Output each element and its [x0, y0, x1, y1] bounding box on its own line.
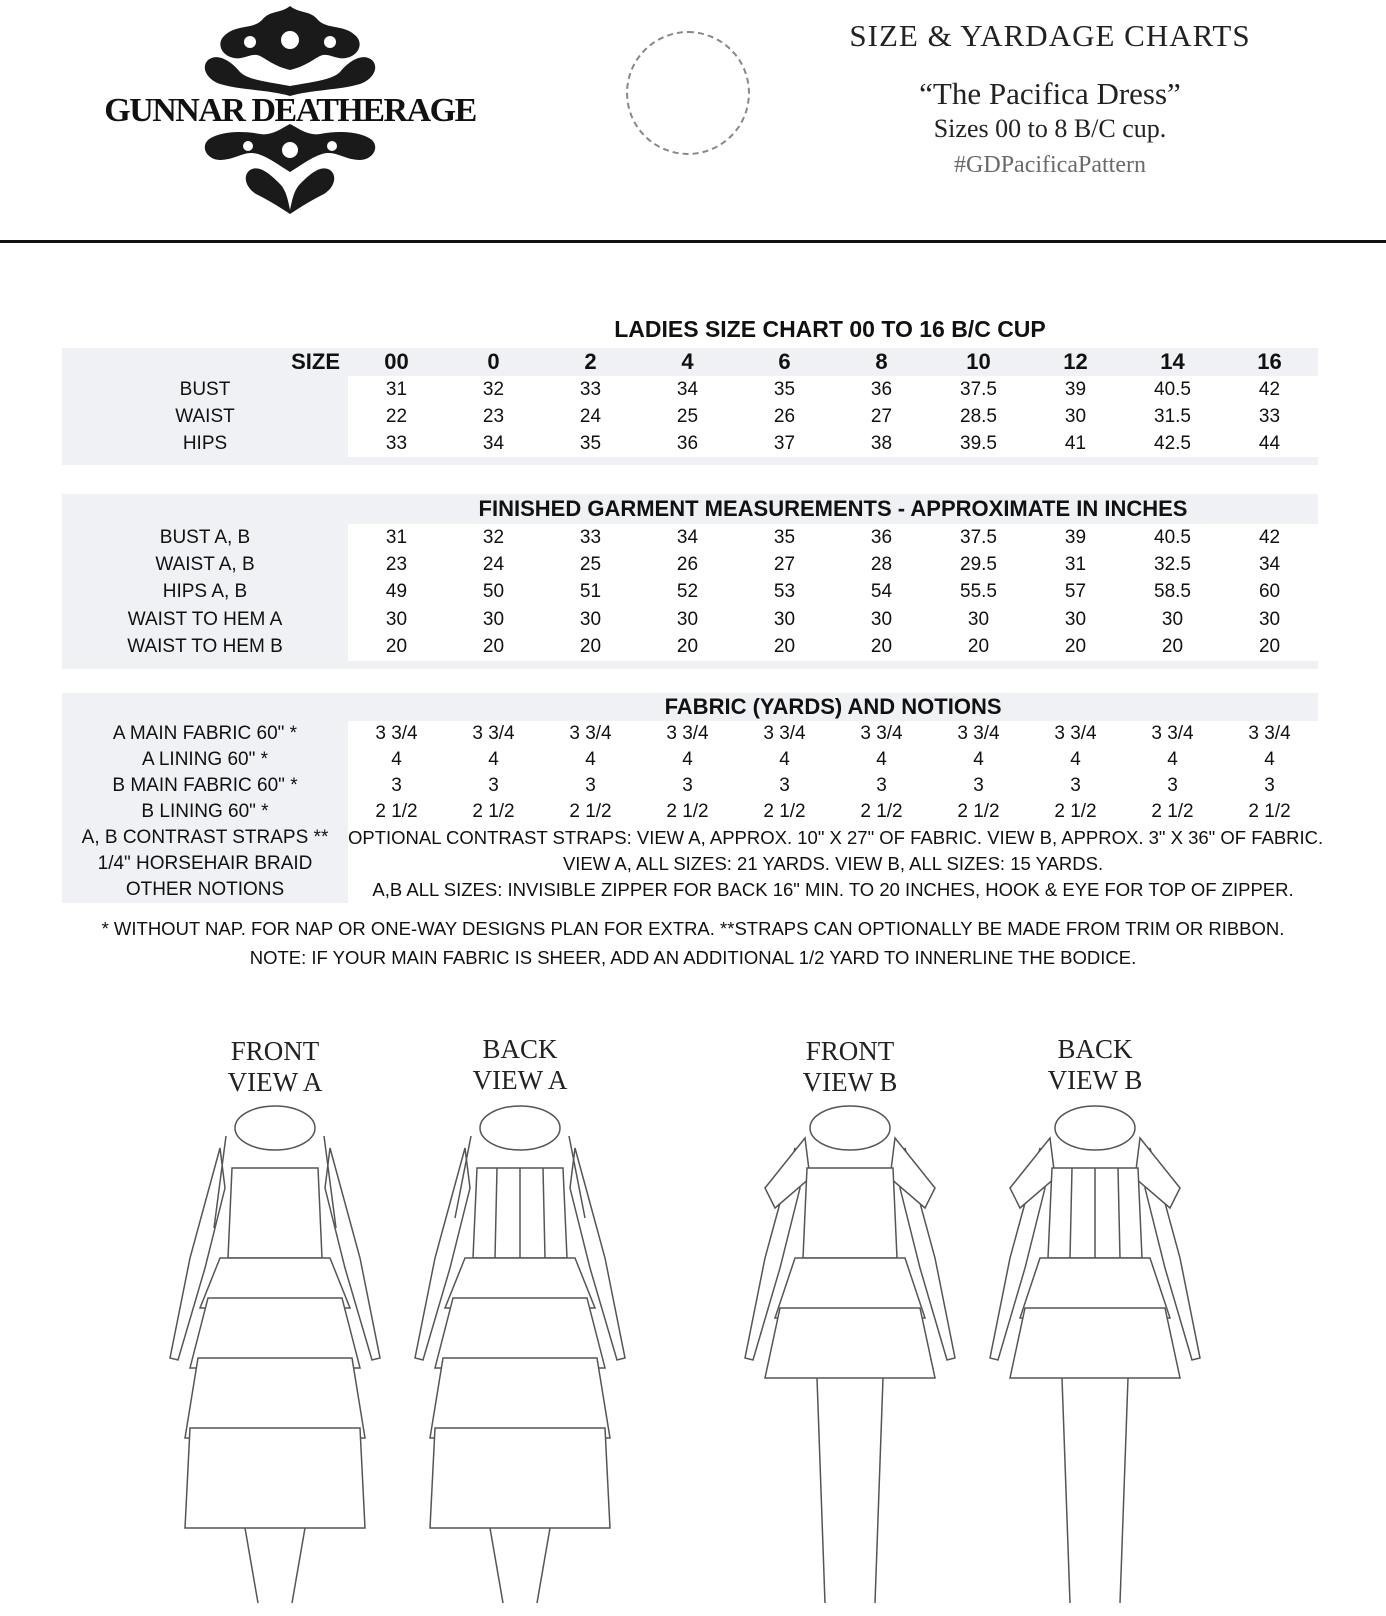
table-cell: 58.5	[1124, 579, 1221, 606]
table-cell: 39	[1027, 376, 1124, 403]
table-cell: 2 1/2	[348, 799, 445, 825]
table-cell: 3 3/4	[1124, 721, 1221, 747]
table-cell: 3 3/4	[542, 721, 639, 747]
header-divider	[0, 240, 1386, 243]
table-cell: 30	[736, 606, 833, 633]
table-cell: 30	[1027, 606, 1124, 633]
table-cell: 41	[1027, 430, 1124, 457]
table-cell: 33	[542, 524, 639, 551]
table-cell: 20	[542, 634, 639, 661]
table-cell: 30	[833, 606, 930, 633]
table-cell: 3	[639, 773, 736, 799]
table-cell: 3	[1124, 773, 1221, 799]
table-cell: 31	[348, 524, 445, 551]
table-cell: 30	[542, 606, 639, 633]
row-label: A LINING 60" *	[62, 747, 348, 773]
table-cell: 31	[348, 376, 445, 403]
row-label: A MAIN FABRIC 60" *	[62, 721, 348, 747]
size-header: 0	[445, 348, 542, 376]
row-label: HIPS	[62, 430, 348, 457]
table-cell: 50	[445, 579, 542, 606]
table-cell: 20	[736, 634, 833, 661]
row-label: WAIST TO HEM A	[62, 606, 348, 633]
row-label: BUST	[62, 376, 348, 403]
table-cell: 60	[1221, 579, 1318, 606]
table-cell: 20	[1124, 634, 1221, 661]
size-header: 4	[639, 348, 736, 376]
table-cell: 3	[736, 773, 833, 799]
table-cell: 37.5	[930, 376, 1027, 403]
page-title: SIZE & YARDAGE CHARTS	[849, 18, 1251, 53]
table-cell: 34	[1221, 551, 1318, 578]
dress-figure-back-b	[970, 1108, 1220, 1608]
table-row	[62, 634, 1318, 661]
size-label: SIZE	[62, 348, 348, 376]
table-cell: 35	[736, 376, 833, 403]
table-cell: 30	[445, 606, 542, 633]
table-row	[62, 747, 1318, 773]
table-cell: 57	[1027, 579, 1124, 606]
table-cell: 36	[833, 376, 930, 403]
table-cell: 2 1/2	[1124, 799, 1221, 825]
table-cell: 4	[639, 747, 736, 773]
fabric-notions-table	[62, 693, 1324, 903]
table-cell: 30	[1221, 606, 1318, 633]
size-header: 00	[348, 348, 445, 376]
table-cell: 37	[736, 430, 833, 457]
table-cell: 3 3/4	[639, 721, 736, 747]
row-label: OTHER NOTIONS	[62, 877, 348, 903]
table-row	[62, 825, 1318, 851]
table-cell: 3 3/4	[930, 721, 1027, 747]
table-cell: 2 1/2	[445, 799, 542, 825]
table-cell: 3 3/4	[736, 721, 833, 747]
table-cell: 29.5	[930, 551, 1027, 578]
table-cell: 30	[1027, 403, 1124, 430]
table-cell: 30	[348, 606, 445, 633]
view-label-line1: BACK	[482, 1034, 558, 1064]
table-cell: 25	[542, 551, 639, 578]
finished-garment-table	[62, 494, 1318, 669]
table-cell: 2 1/2	[639, 799, 736, 825]
table-cell: 3	[445, 773, 542, 799]
table-cell: 31.5	[1124, 403, 1221, 430]
table-cell: 2 1/2	[1221, 799, 1318, 825]
table-cell: 33	[542, 376, 639, 403]
table-cell: 26	[736, 403, 833, 430]
table-cell: 28	[833, 551, 930, 578]
view-label-line1: BACK	[1057, 1034, 1133, 1064]
view-front-b	[725, 1030, 975, 1616]
table-cell: 28.5	[930, 403, 1027, 430]
dress-name: “The Pacifica Dress”	[919, 76, 1181, 111]
table-cell: 42	[1221, 376, 1318, 403]
sheer-note: NOTE: IF YOUR MAIN FABRIC IS SHEER, ADD AN ADDITIONAL 1/2 YARD TO INNERLINE THE BODICE.	[249, 947, 1137, 968]
table-cell: 2 1/2	[930, 799, 1027, 825]
finished-chart-title: FINISHED GARMENT MEASUREMENTS - APPROXIMATE IN INCHES	[348, 494, 1318, 524]
table-cell: 3 3/4	[445, 721, 542, 747]
table-cell: 20	[930, 634, 1027, 661]
size-chart-table	[62, 348, 1318, 465]
table-cell: 3	[930, 773, 1027, 799]
row-label: WAIST TO HEM B	[62, 634, 348, 661]
table-cell: 40.5	[1124, 376, 1221, 403]
table-row	[62, 877, 1318, 903]
table-cell: 27	[736, 551, 833, 578]
table-cell: 20	[833, 634, 930, 661]
table-cell: 20	[445, 634, 542, 661]
size-header: 2	[542, 348, 639, 376]
size-header: 10	[930, 348, 1027, 376]
table-cell: 3 3/4	[833, 721, 930, 747]
row-label: B MAIN FABRIC 60" *	[62, 773, 348, 799]
table-cell: 20	[348, 634, 445, 661]
table-cell: 2 1/2	[1027, 799, 1124, 825]
table-cell: 3	[1221, 773, 1318, 799]
table-cell: 4	[542, 747, 639, 773]
dress-figure-front-b	[725, 1108, 975, 1608]
table-cell: 34	[445, 430, 542, 457]
table-cell: 34	[639, 524, 736, 551]
view-front-a	[150, 1030, 400, 1616]
table-cell: 52	[639, 579, 736, 606]
table-row	[62, 799, 1318, 825]
view-label-line2: VIEW A	[472, 1065, 568, 1095]
brand-name: GUNNAR DEATHERAGE	[104, 92, 476, 129]
view-label-line1: FRONT	[230, 1036, 320, 1066]
table-cell: 55.5	[930, 579, 1027, 606]
table-cell: 24	[542, 403, 639, 430]
table-cell: 2 1/2	[833, 799, 930, 825]
table-cell: 35	[542, 430, 639, 457]
table-cell: 23	[445, 403, 542, 430]
table-cell: 37.5	[930, 524, 1027, 551]
table-cell: 26	[639, 551, 736, 578]
table-cell: 2 1/2	[736, 799, 833, 825]
table-cell: 51	[542, 579, 639, 606]
table-cell: 33	[348, 430, 445, 457]
table-cell: 3	[348, 773, 445, 799]
row-label: BUST A, B	[62, 524, 348, 551]
page-header	[0, 0, 1386, 244]
table-cell: 4	[445, 747, 542, 773]
view-label-line2: VIEW A	[227, 1067, 323, 1097]
hashtag: #GDPacificaPattern	[954, 152, 1146, 178]
wide-cell: VIEW A, ALL SIZES: 21 YARDS. VIEW B, ALL SIZES: 15 YARDS.	[348, 851, 1318, 877]
table-cell: 42.5	[1124, 430, 1221, 457]
table-cell: 54	[833, 579, 930, 606]
table-cell: 25	[639, 403, 736, 430]
table-cell: 4	[1221, 747, 1318, 773]
table-cell: 4	[1027, 747, 1124, 773]
sizes-range: Sizes 00 to 8 B/C cup.	[933, 114, 1167, 143]
wide-cell: A,B ALL SIZES: INVISIBLE ZIPPER FOR BACK 16" MIN. TO 20 INCHES, HOOK & EYE FOR TOP OF ZIPPER.	[348, 877, 1318, 903]
table-cell: 30	[930, 606, 1027, 633]
table-cell: 3	[1027, 773, 1124, 799]
table-cell: 32	[445, 376, 542, 403]
row-label: WAIST	[62, 403, 348, 430]
table-cell: 30	[639, 606, 736, 633]
table-cell: 53	[736, 579, 833, 606]
table-cell: 22	[348, 403, 445, 430]
table-cell: 27	[833, 403, 930, 430]
table-cell: 39.5	[930, 430, 1027, 457]
table-cell: 42	[1221, 524, 1318, 551]
table-row	[62, 376, 1318, 403]
table-cell: 38	[833, 430, 930, 457]
table-row	[62, 606, 1318, 633]
header-row	[62, 348, 1318, 376]
row-label: HIPS A, B	[62, 579, 348, 606]
table-cell: 44	[1221, 430, 1318, 457]
row-label: B LINING 60" *	[62, 799, 348, 825]
table-cell: 36	[833, 524, 930, 551]
table-row	[62, 579, 1318, 606]
table-row	[62, 430, 1318, 457]
table-cell: 4	[930, 747, 1027, 773]
table-cell: 4	[1124, 747, 1221, 773]
table-cell: 23	[348, 551, 445, 578]
row-label: WAIST A, B	[62, 551, 348, 578]
brand-logo	[104, 0, 476, 220]
table-cell: 2 1/2	[542, 799, 639, 825]
size-header: 16	[1221, 348, 1318, 376]
table-cell: 32.5	[1124, 551, 1221, 578]
table-cell: 36	[639, 430, 736, 457]
table-cell: 3	[542, 773, 639, 799]
footnote: * WITHOUT NAP. FOR NAP OR ONE-WAY DESIGNS PLAN FOR EXTRA. **STRAPS CAN OPTIONALLY BE MADE FROM TRIM OR RIBBON.	[101, 918, 1285, 939]
table-row	[62, 403, 1318, 430]
table-row	[62, 773, 1318, 799]
size-header: 8	[833, 348, 930, 376]
table-row	[62, 551, 1318, 578]
table-cell: 24	[445, 551, 542, 578]
dress-views	[0, 1030, 1386, 1616]
table-cell: 32	[445, 524, 542, 551]
dress-figure-back-a	[395, 1108, 645, 1608]
table-cell: 3 3/4	[348, 721, 445, 747]
view-label-line2: VIEW B	[802, 1067, 898, 1097]
row-label: A, B CONTRAST STRAPS **	[62, 825, 348, 851]
table-cell: 40.5	[1124, 524, 1221, 551]
table-cell: 20	[1027, 634, 1124, 661]
fabric-chart-title: FABRIC (YARDS) AND NOTIONS	[348, 693, 1318, 721]
table-row	[62, 721, 1318, 747]
dashed-circle	[626, 31, 750, 155]
size-header: 12	[1027, 348, 1124, 376]
table-row	[62, 851, 1318, 877]
table-cell: 3 3/4	[1221, 721, 1318, 747]
view-label-line1: FRONT	[805, 1036, 895, 1066]
size-chart-title: LADIES SIZE CHART 00 TO 16 B/C CUP	[614, 316, 1046, 342]
table-cell: 20	[1221, 634, 1318, 661]
header-text-block	[800, 18, 1300, 179]
table-row	[62, 524, 1318, 551]
table-cell: 3 3/4	[1027, 721, 1124, 747]
table-cell: 31	[1027, 551, 1124, 578]
table-cell: 34	[639, 376, 736, 403]
table-cell: 20	[639, 634, 736, 661]
dress-figure-front-a	[150, 1108, 400, 1608]
size-header: 6	[736, 348, 833, 376]
table-cell: 4	[736, 747, 833, 773]
row-label: 1/4" HORSEHAIR BRAID	[62, 851, 348, 877]
table-cell: 49	[348, 579, 445, 606]
table-cell: 4	[348, 747, 445, 773]
table-cell: 35	[736, 524, 833, 551]
view-back-a	[395, 1030, 645, 1616]
table-cell: 39	[1027, 524, 1124, 551]
wide-cell: OPTIONAL CONTRAST STRAPS: VIEW A, APPROX. 10" X 27" OF FABRIC. VIEW B, APPROX. 3" X 36" OF FABRIC.	[348, 825, 1318, 851]
view-label-line2: VIEW B	[1047, 1065, 1143, 1095]
view-back-b	[970, 1030, 1220, 1616]
table-cell: 33	[1221, 403, 1318, 430]
table-cell: 30	[1124, 606, 1221, 633]
table-cell: 3	[833, 773, 930, 799]
table-cell: 4	[833, 747, 930, 773]
size-header: 14	[1124, 348, 1221, 376]
